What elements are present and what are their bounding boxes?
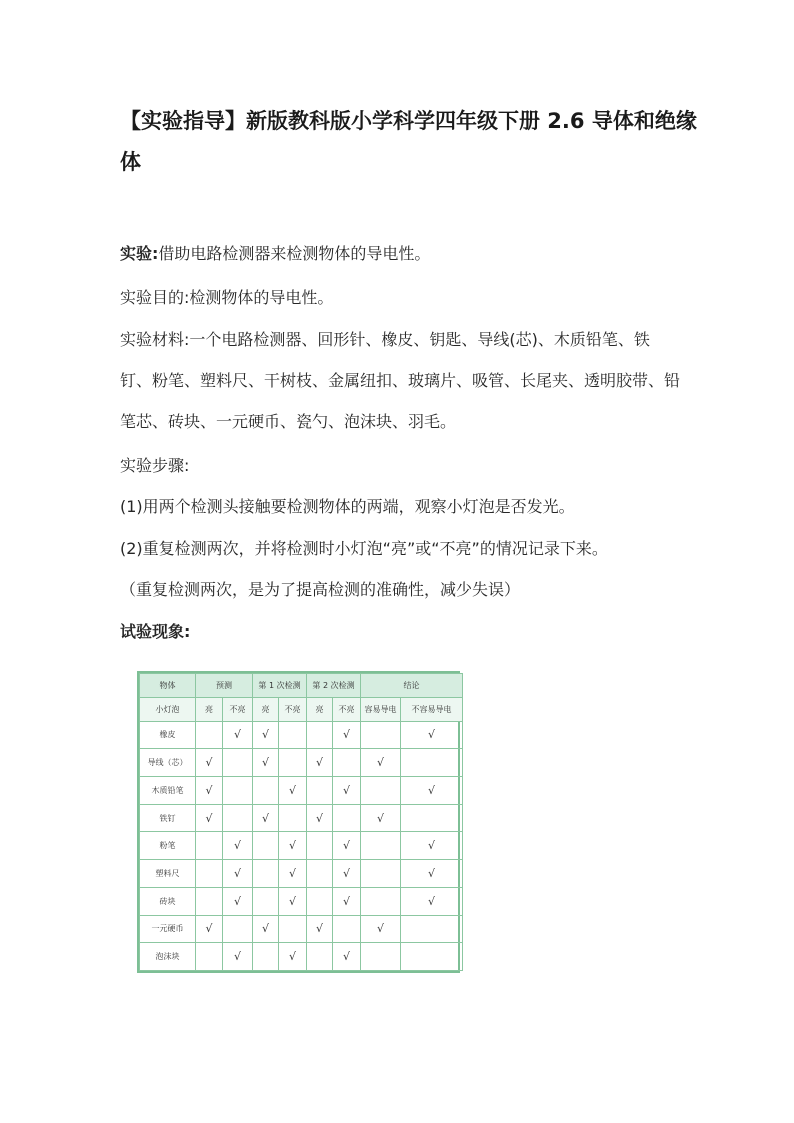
empty-cell: [361, 832, 401, 860]
header-cell: 第 1 次检测: [253, 674, 307, 698]
empty-cell: [196, 943, 223, 971]
empty-cell: [223, 915, 253, 943]
check-mark-cell: [253, 721, 279, 749]
empty-cell: [361, 887, 401, 915]
check-mark-cell: [307, 749, 333, 777]
check-mark-cell: [279, 832, 307, 860]
check-mark: √: [288, 894, 296, 908]
phenomenon-label: 试验现象:: [120, 622, 191, 641]
check-mark: √: [205, 783, 213, 797]
empty-cell: [401, 943, 463, 971]
check-mark-cell: [223, 887, 253, 915]
empty-cell: [279, 804, 307, 832]
check-mark: √: [342, 894, 350, 908]
empty-cell: [196, 721, 223, 749]
table-subheader-row: [140, 697, 463, 721]
empty-cell: [333, 915, 361, 943]
empty-cell: [279, 721, 307, 749]
check-mark-cell: [253, 804, 279, 832]
empty-cell: [253, 943, 279, 971]
check-mark-cell: [196, 776, 223, 804]
check-mark-cell: [253, 915, 279, 943]
check-mark: √: [233, 894, 241, 908]
empty-cell: [307, 943, 333, 971]
check-mark: √: [376, 756, 384, 770]
object-name-cell: 木质铅笔: [140, 776, 196, 804]
check-mark-cell: [401, 776, 463, 804]
subheader-cell: 容易导电: [361, 697, 401, 721]
empty-cell: [401, 749, 463, 777]
step-1: (1)用两个检测头接触要检测物体的两端，观察小灯泡是否发光。: [120, 497, 575, 516]
check-mark-cell: [333, 887, 361, 915]
subheader-cell: 亮: [307, 697, 333, 721]
check-mark: √: [427, 783, 435, 797]
check-mark: √: [261, 756, 269, 770]
empty-cell: [279, 749, 307, 777]
check-mark: √: [261, 811, 269, 825]
object-name-cell: 导线（芯）: [140, 749, 196, 777]
check-mark-cell: [307, 915, 333, 943]
empty-cell: [361, 943, 401, 971]
header-cell: 物体: [140, 674, 196, 698]
empty-cell: [196, 860, 223, 888]
empty-cell: [223, 776, 253, 804]
empty-cell: [401, 804, 463, 832]
table-row: [140, 776, 463, 804]
subheader-cell: 亮: [196, 697, 223, 721]
experiment-label: 实验:: [120, 244, 159, 263]
check-mark-cell: [361, 749, 401, 777]
check-mark-cell: [401, 832, 463, 860]
header-cell: 第 2 次检测: [307, 674, 361, 698]
check-mark-cell: [333, 832, 361, 860]
check-mark-cell: [279, 943, 307, 971]
check-mark: √: [261, 728, 269, 742]
empty-cell: [361, 721, 401, 749]
results-table-grid: [139, 673, 463, 971]
empty-cell: [307, 721, 333, 749]
check-mark-cell: [279, 860, 307, 888]
check-mark-cell: [223, 943, 253, 971]
table-row: [140, 860, 463, 888]
empty-cell: [253, 860, 279, 888]
table-row: [140, 721, 463, 749]
empty-cell: [223, 804, 253, 832]
empty-cell: [253, 776, 279, 804]
check-mark: √: [427, 894, 435, 908]
check-mark: √: [342, 866, 350, 880]
check-mark: √: [205, 922, 213, 936]
object-name-cell: 粉笔: [140, 832, 196, 860]
subheader-cell: 小灯泡: [140, 697, 196, 721]
empty-cell: [253, 832, 279, 860]
check-mark-cell: [333, 860, 361, 888]
table-row: [140, 749, 463, 777]
check-mark: √: [342, 839, 350, 853]
empty-cell: [333, 804, 361, 832]
check-mark: √: [288, 950, 296, 964]
object-name-cell: 一元硬币: [140, 915, 196, 943]
check-mark: √: [233, 728, 241, 742]
check-mark: √: [205, 811, 213, 825]
check-mark: √: [233, 839, 241, 853]
empty-cell: [307, 776, 333, 804]
check-mark: √: [342, 950, 350, 964]
check-mark: √: [315, 922, 323, 936]
check-mark-cell: [401, 887, 463, 915]
object-name-cell: 铁钉: [140, 804, 196, 832]
empty-cell: [253, 887, 279, 915]
check-mark-cell: [333, 943, 361, 971]
table-row: [140, 943, 463, 971]
check-mark-cell: [196, 749, 223, 777]
empty-cell: [361, 860, 401, 888]
object-name-cell: 橡皮: [140, 721, 196, 749]
check-mark-cell: [253, 749, 279, 777]
check-mark-cell: [196, 915, 223, 943]
check-mark: √: [288, 866, 296, 880]
check-mark: √: [427, 839, 435, 853]
check-mark: √: [427, 866, 435, 880]
object-name-cell: 塑料尺: [140, 860, 196, 888]
subheader-cell: 不亮: [223, 697, 253, 721]
check-mark: √: [233, 866, 241, 880]
header-cell: 结论: [361, 674, 463, 698]
check-mark: √: [315, 756, 323, 770]
materials-paragraph: 实验材料:一个电路检测器、回形针、橡皮、钥匙、导线(芯)、木质铅笔、铁钉、粉笔、塑料尺、干树枝、金属纽扣、玻璃片、吸管、长尾夹、透明胶带、铅笔芯、砖块、一元硬币、瓷勺、泡沫块、羽毛。: [120, 330, 681, 431]
empty-cell: [196, 887, 223, 915]
check-mark-cell: [401, 860, 463, 888]
check-mark-cell: [223, 832, 253, 860]
table-row: [140, 915, 463, 943]
experiment-text: 借助电路检测器来检测物体的导电性。: [158, 244, 431, 263]
check-mark: √: [288, 783, 296, 797]
empty-cell: [361, 776, 401, 804]
subheader-cell: 不亮: [333, 697, 361, 721]
check-mark: √: [427, 728, 435, 742]
check-mark-cell: [196, 804, 223, 832]
object-name-cell: 泡沫块: [140, 943, 196, 971]
empty-cell: [307, 832, 333, 860]
table-row: [140, 804, 463, 832]
step-note: （重复检测两次，是为了提高检测的准确性，减少失误）: [120, 580, 521, 599]
check-mark-cell: [279, 776, 307, 804]
page-title: 【实验指导】新版教科版小学科学四年级下册 2.6 导体和绝缘体: [120, 109, 697, 174]
check-mark-cell: [223, 860, 253, 888]
check-mark: √: [376, 922, 384, 936]
check-mark-cell: [279, 887, 307, 915]
check-mark-cell: [401, 721, 463, 749]
check-mark: √: [342, 728, 350, 742]
check-mark-cell: [361, 804, 401, 832]
purpose-line: 实验目的:检测物体的导电性。: [120, 288, 334, 307]
empty-cell: [307, 887, 333, 915]
experiment-line: [120, 244, 430, 264]
step-2: (2)重复检测两次，并将检测时小灯泡“亮”或“不亮”的情况记录下来。: [120, 539, 608, 558]
check-mark-cell: [333, 776, 361, 804]
check-mark: √: [261, 922, 269, 936]
empty-cell: [333, 749, 361, 777]
check-mark: √: [342, 783, 350, 797]
empty-cell: [196, 832, 223, 860]
empty-cell: [307, 860, 333, 888]
check-mark-cell: [223, 721, 253, 749]
check-mark: √: [205, 756, 213, 770]
results-table: [137, 671, 460, 973]
check-mark-cell: [333, 721, 361, 749]
empty-cell: [279, 915, 307, 943]
check-mark: √: [376, 811, 384, 825]
table-row: [140, 832, 463, 860]
header-cell: 预测: [196, 674, 253, 698]
check-mark: √: [315, 811, 323, 825]
steps-label: 实验步骤:: [120, 456, 190, 475]
check-mark-cell: [361, 915, 401, 943]
table-row: [140, 887, 463, 915]
subheader-cell: 不容易导电: [401, 697, 463, 721]
empty-cell: [401, 915, 463, 943]
check-mark: √: [233, 950, 241, 964]
object-name-cell: 砖块: [140, 887, 196, 915]
subheader-cell: 不亮: [279, 697, 307, 721]
empty-cell: [223, 749, 253, 777]
table-header-row: [140, 674, 463, 698]
check-mark: √: [288, 839, 296, 853]
subheader-cell: 亮: [253, 697, 279, 721]
check-mark-cell: [307, 804, 333, 832]
